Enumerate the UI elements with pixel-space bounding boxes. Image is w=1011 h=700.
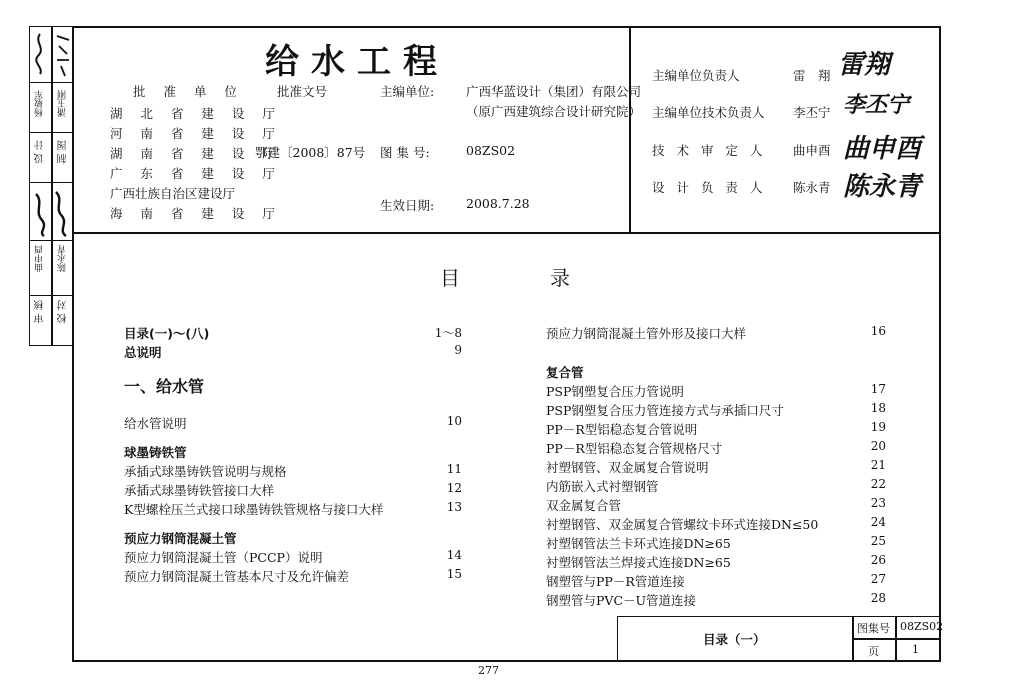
toc-entry: 钢塑管与PVC－U管道连接: [546, 593, 697, 608]
approval-unit-5: 广西壮族自治区建设厅: [110, 186, 236, 201]
signature-strip-mid: [30, 188, 74, 238]
effective-date-value: 2008.7.28: [466, 196, 530, 211]
toc-entry: 钢塑管与PP－R管道连接: [546, 574, 685, 589]
toc-entry: 内筋嵌入式衬塑钢管: [546, 479, 659, 494]
title-block-atlas-value: 08ZS02: [900, 620, 944, 633]
toc-entry: 给水管说明: [124, 416, 187, 431]
strip-name-pan: 潘玉刚: [58, 90, 68, 117]
toc-page-number: 20: [870, 439, 886, 453]
toc-page-number: 25: [870, 534, 886, 548]
role-designer: 设 计 负 责 人: [652, 180, 767, 195]
toc-entry: PP－R型铝稳态复合管说明: [546, 422, 698, 437]
name-designer: 陈永青: [793, 180, 831, 195]
toc-page-number: 12: [446, 481, 462, 495]
toc-entry: 总说明: [124, 345, 162, 360]
toc-entry: K型螺栓压兰式接口球墨铸铁管规格与接口大样: [124, 502, 384, 517]
toc-title-right: 录: [550, 266, 570, 290]
toc-page-number: 16: [870, 324, 886, 338]
toc-page-number: 26: [870, 553, 886, 567]
approval-unit-4: 广 东 省 建 设 厅: [110, 166, 282, 181]
toc-entry: PSP钢塑复合压力管说明: [546, 384, 684, 399]
toc-entry: 承插式球墨铸铁管接口大样: [124, 483, 275, 498]
toc-page-number: 14: [446, 548, 462, 562]
signature-designer: 陈永青: [843, 172, 922, 202]
approval-unit-2: 河 南 省 建 设 厅: [110, 126, 282, 141]
strip-label-check: 校 对: [58, 300, 69, 324]
strip-name-yang: 杨敏军: [35, 90, 45, 117]
toc-entry: PSP钢塑复合压力管连接方式与承插口尺寸: [546, 403, 784, 418]
toc-page-number: 11: [446, 462, 462, 476]
atlas-no-value: 08ZS02: [466, 143, 516, 158]
toc-page-number: 9: [454, 343, 462, 357]
editor-unit-label: 主编单位:: [380, 84, 435, 99]
page-number: 277: [478, 664, 499, 677]
toc-entry: 目录(一)～(八): [124, 326, 210, 341]
header-column-divider: [629, 26, 631, 233]
title-block-atlas-label: 图集号: [857, 622, 890, 635]
toc-page-number: 18: [870, 401, 886, 415]
name-chief-editor: 雷 翔: [793, 68, 831, 83]
signature-reviewer: 曲申酉: [843, 134, 922, 164]
toc-heading: 球墨铸铁管: [124, 445, 187, 460]
toc-heading: 复合管: [546, 365, 584, 380]
strip-label-review: 审 核: [35, 300, 46, 324]
atlas-no-label: 图 集 号:: [380, 145, 430, 160]
page-title: 给水工程: [265, 42, 449, 82]
strip-name-chen: 陈永青: [58, 245, 68, 272]
toc-entry: PP－R型铝稳态复合管规格尺寸: [546, 441, 723, 456]
editor-unit-value: 广西华蓝设计（集团）有限公司: [466, 84, 642, 99]
role-reviewer: 技 术 审 定 人: [652, 143, 767, 158]
strip-label-drawing: 制 图: [58, 140, 69, 164]
toc-entry: 衬塑钢管法兰卡环式连接DN≥65: [546, 536, 731, 551]
approval-doc-value: 鄂建〔2008〕87号: [255, 145, 366, 160]
approval-unit-3: 湖 南 省 建 设 厅: [110, 146, 282, 161]
toc-page-number: 10: [446, 414, 462, 428]
role-chief-editor: 主编单位负责人: [652, 68, 740, 83]
toc-page-number: 23: [870, 496, 886, 510]
toc-page-number: 19: [870, 420, 886, 434]
toc-page-number: 15: [446, 567, 462, 581]
approval-unit-1: 湖 北 省 建 设 厅: [110, 106, 282, 121]
name-tech-lead: 李丕宁: [793, 105, 831, 120]
toc-entry: 衬塑钢管、双金属复合管说明: [546, 460, 709, 475]
toc-entry: 双金属复合管: [546, 498, 622, 513]
strip-label-design: 设 计: [35, 140, 46, 164]
toc-page-number: 24: [870, 515, 886, 529]
toc-page-number: 22: [870, 477, 886, 491]
toc-page-number: 27: [870, 572, 886, 586]
toc-page-number: 28: [870, 591, 886, 605]
toc-entry: 衬塑钢管法兰焊接式连接DN≥65: [546, 555, 731, 570]
toc-section: 一、给水管: [124, 377, 205, 396]
toc-entry: 预应力钢筒混凝土管外形及接口大样: [546, 326, 747, 341]
header-divider: [72, 232, 941, 234]
approval-unit-label: 批 准 单 位: [133, 84, 244, 99]
toc-title-left: 目: [440, 266, 460, 290]
toc-entry: 衬塑钢管、双金属复合管螺纹卡环式连接DN≤50: [546, 517, 819, 532]
signature-strip-top2: [53, 30, 73, 78]
editor-unit-value-former: （原广西建筑综合设计研究院）: [466, 104, 642, 119]
signature-chief-editor: 雷翔: [838, 50, 891, 80]
toc-heading: 预应力钢筒混凝土管: [124, 531, 237, 546]
toc-entry: 预应力钢筒混凝土管基本尺寸及允许偏差: [124, 569, 350, 584]
toc-entry: 承插式球墨铸铁管说明与规格: [124, 464, 287, 479]
signature-tech-lead: 李丕宁: [843, 92, 910, 118]
toc-page-number: 13: [446, 500, 462, 514]
name-reviewer: 曲申酉: [793, 143, 831, 158]
title-block-page-value: 1: [912, 643, 919, 656]
effective-date-label: 生效日期:: [380, 198, 435, 213]
title-block-page-label: 页: [868, 645, 879, 658]
title-block-name: 目录（一）: [703, 632, 766, 647]
toc-page-number: 21: [870, 458, 886, 472]
toc-entry: 预应力钢筒混凝土管（PCCP）说明: [124, 550, 323, 565]
toc-page-number: 1～8: [434, 326, 462, 340]
toc-page-number: 17: [870, 382, 886, 396]
signature-strip-top: [30, 30, 50, 78]
strip-name-qu: 曲申酉: [35, 245, 45, 272]
role-tech-lead: 主编单位技术负责人: [652, 105, 765, 120]
approval-unit-6: 海 南 省 建 设 厅: [110, 206, 282, 221]
approval-doc-label: 批准文号: [277, 84, 328, 99]
